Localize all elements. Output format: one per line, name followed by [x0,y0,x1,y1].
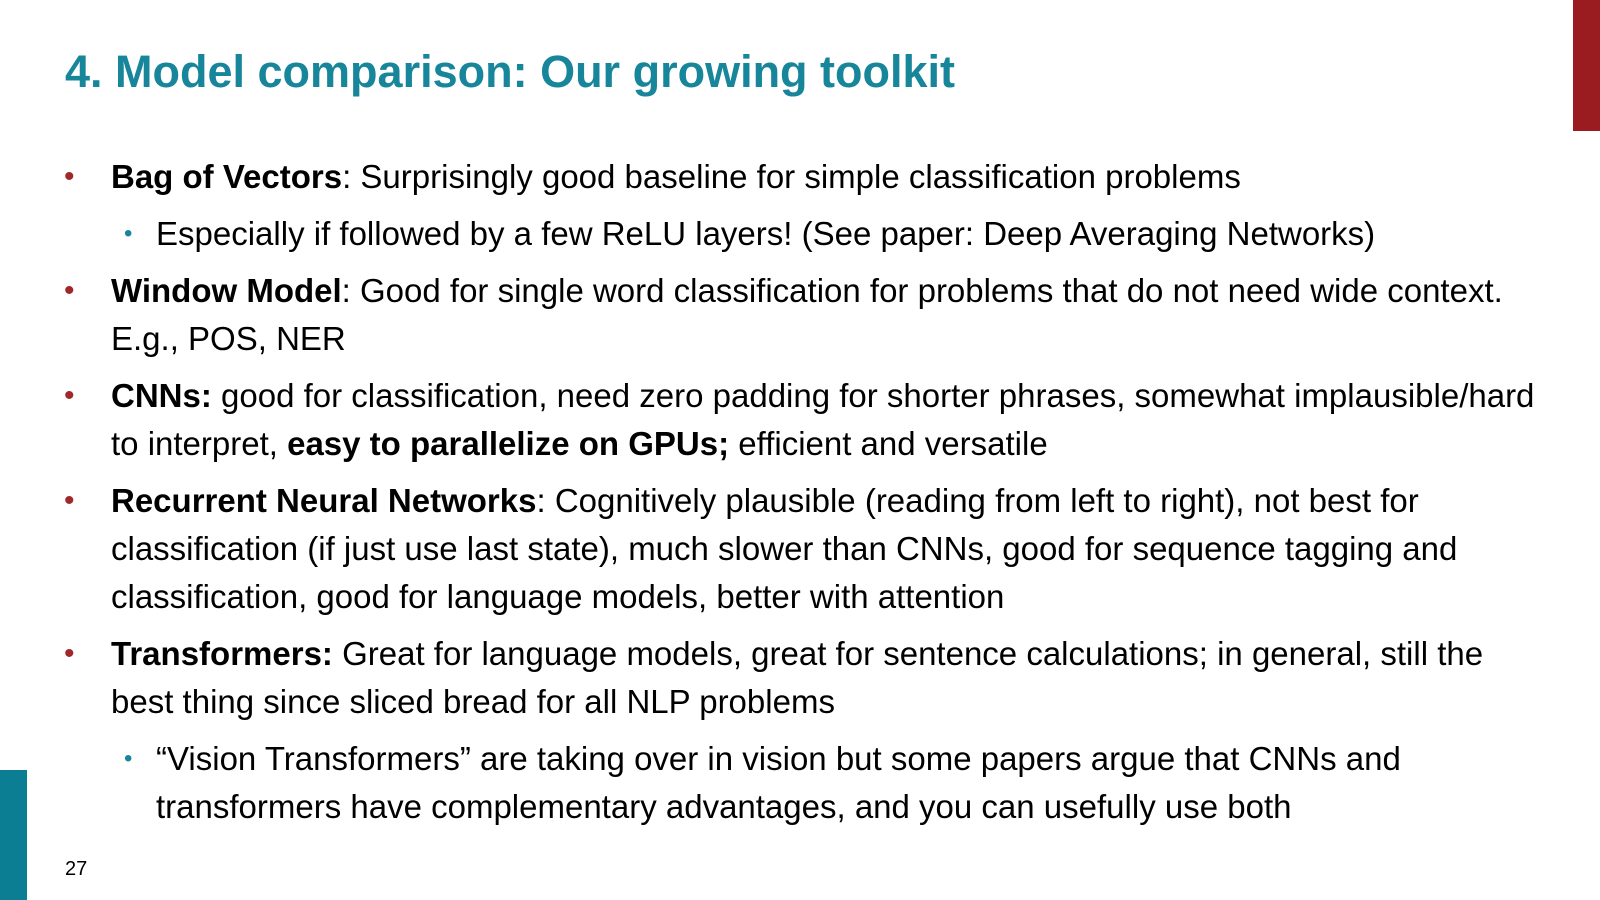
bullet-text: : Surprisingly good baseline for simple classification problems [342,158,1241,195]
bullet-term: Window Model [111,272,342,309]
bullet-icon: • [64,160,75,193]
bullet-item-window-model [62,267,1542,363]
bullet-list [62,153,1542,840]
bullet-text-continued: efficient and versatile [729,425,1048,462]
slide-title: 4. Model comparison: Our growing toolkit [65,46,956,97]
bullet-icon: • [64,379,75,412]
bullet-item-cnns [62,372,1542,468]
bullet-text: Great for language models, great for sentence calculations; in general, still the best thing since sliced bread for all NLP problems [111,635,1484,720]
bullet-text: : Cognitively plausible (reading from left to right), not best for classification (if just use last state), much slower than CNNs, good for sequence tagging and classification, good for language models, better with attention [111,482,1458,615]
bullet-item-bag-of-vectors [62,153,1542,201]
accent-bar-top-right [1573,0,1600,131]
accent-bar-bottom-left [0,770,27,900]
sub-bullet-icon: • [124,220,133,247]
bullet-term: Recurrent Neural Networks [111,482,537,519]
sub-bullet-text: Especially if followed by a few ReLU layers! (See paper: Deep Averaging Networks) [156,215,1376,252]
sub-bullet-icon: • [124,745,133,772]
sub-bullet-item-deep-averaging [62,210,1542,258]
bullet-term: CNNs: [111,377,212,414]
bullet-icon: • [64,274,75,307]
sub-bullet-text: “Vision Transformers” are taking over in vision but some papers argue that CNNs and transformers have complementary advantages, and you can usefully use both [156,740,1401,825]
bullet-item-transformers [62,630,1542,726]
bullet-text: : Good for single word classification for problems that do not need wide context. E.g., POS, NER [111,272,1503,357]
bullet-icon: • [64,637,75,670]
bullet-icon: • [64,484,75,517]
bullet-term: Transformers: [111,635,333,672]
bullet-emphasis: easy to parallelize on GPUs; [287,425,730,462]
bullet-term: Bag of Vectors [111,158,343,195]
page-number: 27 [65,858,88,880]
sub-bullet-item-vision-transformers [62,735,1542,831]
bullet-text: good for classification, need zero padding for shorter phrases, somewhat implausible/hard to interpret, [111,377,1535,462]
bullet-item-rnns [62,477,1542,621]
